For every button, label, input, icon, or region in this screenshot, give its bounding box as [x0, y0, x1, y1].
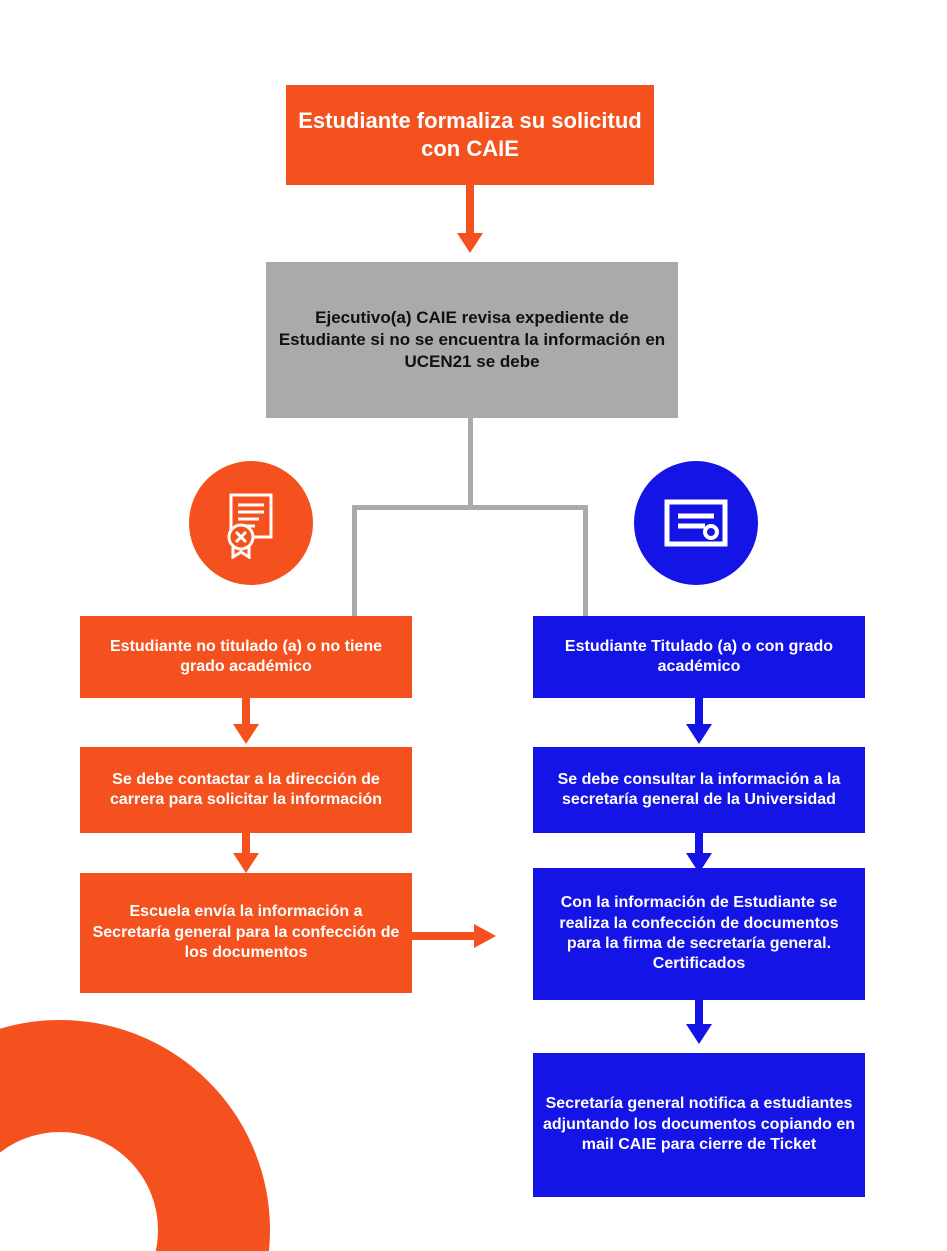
node-review: Ejecutivo(a) CAIE revisa expediente de Estudiante si no se encuentra la información en UCEN21 se debe	[266, 262, 678, 418]
arrow-start-to-review	[455, 185, 485, 257]
decorative-ring	[0, 1020, 270, 1251]
arrow-right-1	[684, 698, 714, 748]
arrow-left-to-right	[412, 918, 502, 954]
node-left-step-1: Se debe contactar a la dirección de carrera para solicitar la información	[80, 747, 412, 833]
arrow-left-2	[231, 833, 261, 875]
connector-horizontal-split	[352, 505, 588, 510]
node-right-step-3: Secretaría general notifica a estudiantes adjuntando los documentos copiando en mail CAIE para cierre de Ticket	[533, 1053, 865, 1197]
node-branch-left: Estudiante no titulado (a) o no tiene grado académico	[80, 616, 412, 698]
node-start: Estudiante formaliza su solicitud con CAIE	[286, 85, 654, 185]
certificate-icon	[634, 461, 758, 585]
document-rejected-icon	[189, 461, 313, 585]
node-right-step-1: Se debe consultar la información a la secretaría general de la Universidad	[533, 747, 865, 833]
arrow-left-1	[231, 698, 261, 748]
arrow-right-3	[684, 1000, 714, 1048]
connector-vertical-right	[583, 505, 588, 620]
node-branch-right: Estudiante Titulado (a) o con grado académico	[533, 616, 865, 698]
node-right-step-2: Con la información de Estudiante se realiza la confección de documentos para la firma de secretaría general. Certificados	[533, 868, 865, 1000]
connector-vertical-left	[352, 505, 357, 620]
node-left-step-2: Escuela envía la información a Secretaría general para la confección de los documentos	[80, 873, 412, 993]
connector-vertical-main	[468, 418, 473, 508]
